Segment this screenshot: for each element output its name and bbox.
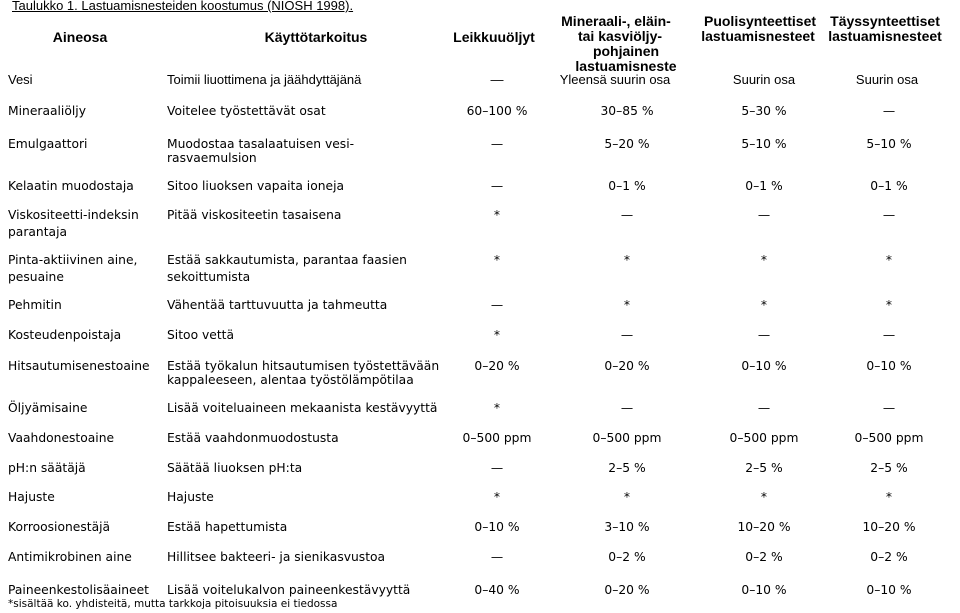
row-ph-saataja-aineosa: pH:n säätäjä [8, 461, 86, 475]
row-pehmitin-mineral: * [623, 298, 631, 312]
row-vesi-full: Suurin osa [855, 72, 919, 87]
row-pinta-aktiivinen-aineosa-2: pesuaine [8, 270, 64, 284]
row-oljyamisaine-semi: — [757, 401, 771, 415]
row-viskositeetti-semi: — [757, 208, 771, 222]
row-paineenkesto-full: 0–10 % [866, 583, 912, 597]
row-hajuste-mineral: * [623, 490, 631, 504]
row-mineraalioljy-purpose: Voitelee työstettävät osat [167, 104, 326, 118]
row-pinta-aktiivinen-semi: * [760, 253, 768, 267]
row-emulgaattori-aineosa: Emulgaattori [8, 137, 88, 151]
row-korroosionestaja-mineral: 3–10 % [604, 520, 650, 534]
row-emulgaattori-full: 5–10 % [866, 137, 912, 151]
row-viskositeetti-mineral: — [620, 208, 634, 222]
row-oljyamisaine-full: — [882, 401, 896, 415]
row-vaahdonestoaine-mineral: 0–500 ppm [592, 431, 662, 445]
row-kelaatin-aineosa: Kelaatin muodostaja [8, 179, 134, 193]
row-oljyamisaine-cut: * [493, 401, 501, 415]
row-kosteudenpoistaja-semi: — [757, 328, 771, 342]
row-ph-saataja-full: 2–5 % [870, 461, 908, 475]
row-kelaatin-full: 0–1 % [870, 179, 908, 193]
row-hitsautumisenestoaine-mineral: 0–20 % [604, 359, 650, 373]
row-kelaatin-semi: 0–1 % [745, 179, 783, 193]
row-kelaatin-purpose: Sitoo liuoksen vapaita ioneja [167, 179, 345, 193]
row-paineenkesto-cut: 0–40 % [474, 583, 520, 597]
row-antimikrobinen-semi: 0–2 % [745, 550, 783, 564]
row-paineenkesto-purpose: Lisää voitelukalvon paineenkestävyyttä [167, 583, 411, 597]
row-oljyamisaine-mineral: — [620, 401, 634, 415]
row-kelaatin-cut: — [490, 179, 504, 193]
row-vaahdonestoaine-aineosa: Vaahdonestoaine [8, 431, 115, 445]
row-mineraalioljy-semi: 5–30 % [741, 104, 787, 118]
row-korroosionestaja-purpose: Estää hapettumista [167, 520, 288, 534]
row-pinta-aktiivinen-purpose: Estää sakkautumista, parantaa faasien [167, 253, 407, 267]
row-kosteudenpoistaja-full: — [882, 328, 896, 342]
row-vaahdonestoaine-semi: 0–500 ppm [729, 431, 799, 445]
row-pinta-aktiivinen-cut: * [493, 253, 501, 267]
row-paineenkesto-mineral: 0–20 % [604, 583, 650, 597]
row-pinta-aktiivinen-full: * [885, 253, 893, 267]
row-ph-saataja-semi: 2–5 % [745, 461, 783, 475]
table-caption: Taulukko 1. Lastuamisnesteiden koostumus (NIOSH 1998). [12, 0, 354, 13]
row-hajuste-cut: * [493, 490, 501, 504]
row-oljyamisaine-purpose: Lisää voiteluaineen mekaanista kestävyyttä [167, 401, 438, 415]
row-vaahdonestoaine-purpose: Estää vaahdonmuodostusta [167, 431, 339, 445]
row-vaahdonestoaine-full: 0–500 ppm [854, 431, 924, 445]
row-hitsautumisenestoaine-cut: 0–20 % [474, 359, 520, 373]
row-vesi-cut: — [490, 72, 504, 87]
row-emulgaattori-mineral: 5–20 % [604, 137, 650, 151]
row-korroosionestaja-semi: 10–20 % [737, 520, 791, 534]
row-viskositeetti-aineosa-2: parantaja [8, 225, 68, 239]
row-emulgaattori-purpose: Muodostaa tasalaatuisen vesi- [167, 137, 355, 151]
row-korroosionestaja-aineosa: Korroosionestäjä [8, 520, 111, 534]
row-pehmitin-semi: * [760, 298, 768, 312]
row-pehmitin-full: * [885, 298, 893, 312]
row-antimikrobinen-purpose: Hillitsee bakteeri- ja sienikasvustoa [167, 550, 386, 564]
row-hajuste-semi: * [760, 490, 768, 504]
row-pinta-aktiivinen-purpose-2: sekoittumista [167, 270, 251, 284]
header-leikkuuoljyt: Leikkuuöljyt [453, 29, 535, 45]
row-pehmitin-purpose: Vähentää tarttuvuutta ja tahmeutta [167, 298, 388, 312]
row-kosteudenpoistaja-aineosa: Kosteudenpoistaja [8, 328, 122, 342]
row-emulgaattori-purpose-2: rasvaemulsion [167, 151, 257, 165]
header-mineral-l2: tai kasviöljy- [577, 28, 663, 44]
row-antimikrobinen-aineosa: Antimikrobinen aine [8, 550, 132, 564]
row-vesi-aineosa: Vesi [8, 72, 33, 87]
row-oljyamisaine-aineosa: Öljyämisaine [8, 401, 88, 415]
header-kayttotarkoitus: Käyttötarkoitus [264, 29, 368, 45]
row-vesi-mineral: Yleensä suurin osa [559, 72, 671, 87]
row-hitsautumisenestoaine-semi: 0–10 % [741, 359, 787, 373]
row-antimikrobinen-mineral: 0–2 % [608, 550, 646, 564]
row-korroosionestaja-cut: 0–10 % [474, 520, 520, 534]
header-aineosa: Aineosa [52, 29, 108, 45]
row-viskositeetti-purpose: Pitää viskositeetin tasaisena [167, 208, 342, 222]
row-hitsautumisenestoaine-full: 0–10 % [866, 359, 912, 373]
row-antimikrobinen-full: 0–2 % [870, 550, 908, 564]
row-vesi-semi: Suurin osa [732, 72, 796, 87]
row-vaahdonestoaine-cut: 0–500 ppm [462, 431, 532, 445]
row-hajuste-aineosa: Hajuste [8, 490, 55, 504]
header-mineral-l4: lastuamisneste [575, 58, 677, 74]
row-viskositeetti-aineosa: Viskositeetti-indeksin [8, 208, 139, 222]
row-mineraalioljy-cut: 60–100 % [466, 104, 528, 118]
row-mineraalioljy-full: — [882, 104, 896, 118]
row-emulgaattori-cut: — [490, 137, 504, 151]
header-tayssynteettiset-l1: Täyssynteettiset [830, 13, 940, 29]
row-korroosionestaja-full: 10–20 % [862, 520, 916, 534]
row-ph-saataja-cut: — [490, 461, 504, 475]
row-vesi-purpose: Toimii liuottimena ja jäähdyttäjänä [167, 72, 362, 87]
row-pinta-aktiivinen-mineral: * [623, 253, 631, 267]
row-hitsautumisenestoaine-purpose-2: kappaleeseen, alentaa työstölämpötilaa [167, 373, 414, 387]
row-ph-saataja-mineral: 2–5 % [608, 461, 646, 475]
row-hajuste-full: * [885, 490, 893, 504]
header-tayssynteettiset-l2: lastuamisnesteet [828, 28, 942, 44]
header-puolisynteettiset-l1: Puolisynteettiset [703, 13, 817, 29]
row-kosteudenpoistaja-purpose: Sitoo vettä [167, 328, 235, 342]
header-puolisynteettiset-l2: lastuamisnesteet [701, 28, 815, 44]
row-hitsautumisenestoaine-aineosa: Hitsautumisenestoaine [8, 359, 150, 373]
row-kosteudenpoistaja-mineral: — [620, 328, 634, 342]
row-viskositeetti-full: — [882, 208, 896, 222]
row-mineraalioljy-aineosa: Mineraaliöljy [8, 104, 86, 118]
row-kelaatin-mineral: 0–1 % [608, 179, 646, 193]
row-hitsautumisenestoaine-purpose: Estää työkalun hitsautumisen työstettävään [167, 359, 440, 373]
row-paineenkesto-aineosa: Paineenkestolisäaineet [8, 583, 150, 597]
footnote: *sisältää ko. yhdisteitä, mutta tarkkoja pitoisuuksia ei tiedossa [8, 598, 338, 610]
row-ph-saataja-purpose: Säätää liuoksen pH:ta [167, 461, 303, 475]
row-pehmitin-cut: — [490, 298, 504, 312]
row-hajuste-purpose: Hajuste [167, 490, 214, 504]
row-emulgaattori-semi: 5–10 % [741, 137, 787, 151]
row-pehmitin-aineosa: Pehmitin [8, 298, 62, 312]
row-mineraalioljy-mineral: 30–85 % [600, 104, 654, 118]
row-viskositeetti-cut: * [493, 208, 501, 222]
row-paineenkesto-semi: 0–10 % [741, 583, 787, 597]
row-antimikrobinen-cut: — [490, 550, 504, 564]
header-mineral-l1: Mineraali-, eläin- [561, 13, 671, 29]
header-mineral-l3: pohjainen [592, 43, 660, 59]
row-pinta-aktiivinen-aineosa: Pinta-aktiivinen aine, [8, 253, 138, 267]
row-kosteudenpoistaja-cut: * [493, 328, 501, 342]
